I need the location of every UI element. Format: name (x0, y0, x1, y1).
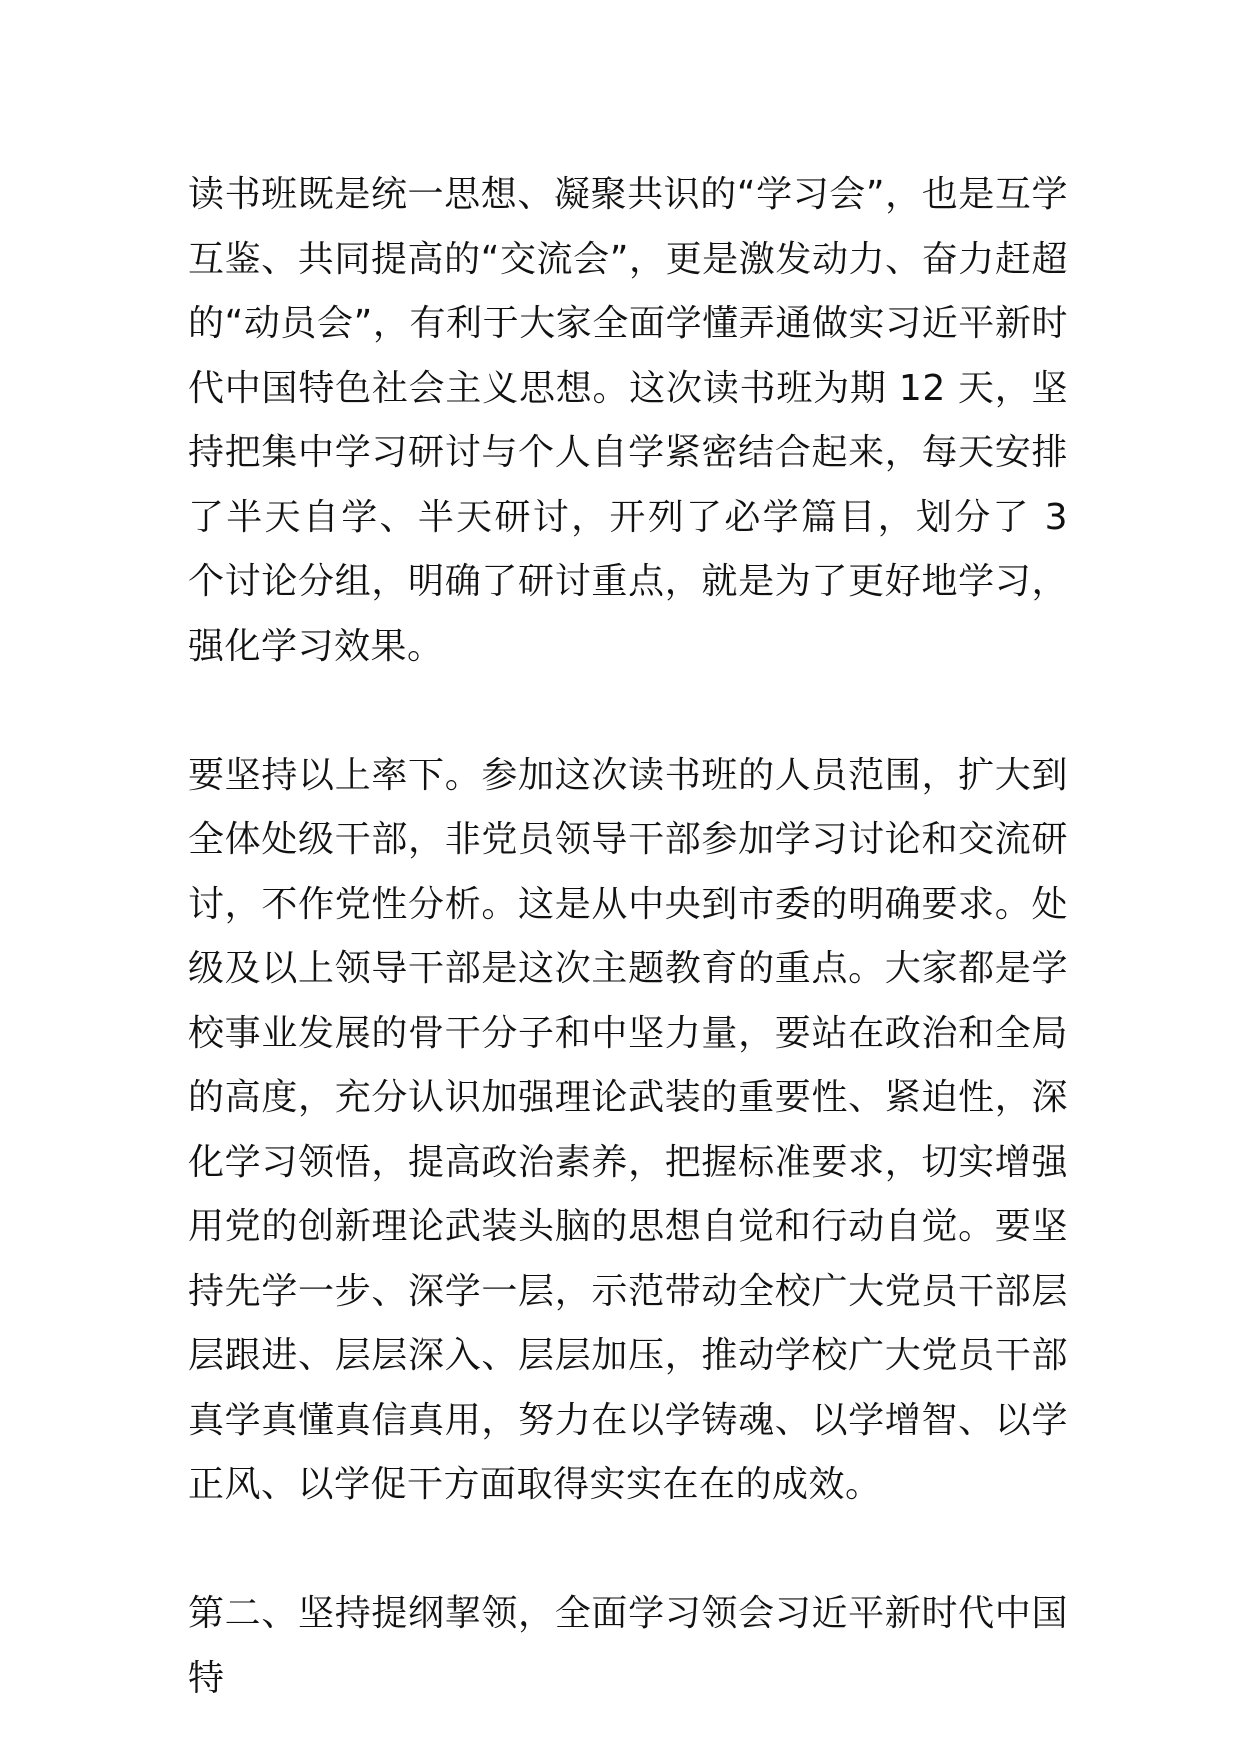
paragraph-lead-by-example: 要坚持以上率下。参加这次读书班的人员范围，扩大到全体处级干部，非党员领导干部参加学习讨论和交流研讨，不作党性分析。这是从中央到市委的明确要求。处级及以上领导干部是这次主题教育的重点。大家都是学校事业发展的骨干分子和中坚力量，要站在政治和全局的高度，充分认识加强理论武装的重要性、紧迫性，深化学习领悟，提高政治素养，把握标准要求，切实增强用党的创新理论武装头脑的思想自觉和行动自觉。要坚持先学一步、深学一层，示范带动全校广大党员干部层层跟进、层层深入、层层加压，推动学校广大党员干部真学真懂真信真用，努力在以学铸魂、以学增智、以学正风、以学促干方面取得实实在在的成效。 (188, 754, 1068, 1505)
paragraph-reading-class: 读书班既是统一思想、凝聚共识的“学习会”，也是互学互鉴、共同提高的“交流会”，更是激发动力、奋力赶超的“动员会”，有利于大家全面学懂弄通做实习近平新时代中国特色社会主义思想。这次读书班为期 12 天，坚持把集中学习研讨与个人自学紧密结合起来，每天安排了半天自学、半天研讨，开列了必学篇目，划分了 3 个讨论分组，明确了研讨重点，就是为了更好地学习，强化学习效果。 (188, 174, 1068, 667)
paragraph-second-point: 第二、坚持提纲挈领，全面学习领会习近平新时代中国特 (188, 1593, 1068, 1699)
document-page (188, 163, 1068, 1711)
